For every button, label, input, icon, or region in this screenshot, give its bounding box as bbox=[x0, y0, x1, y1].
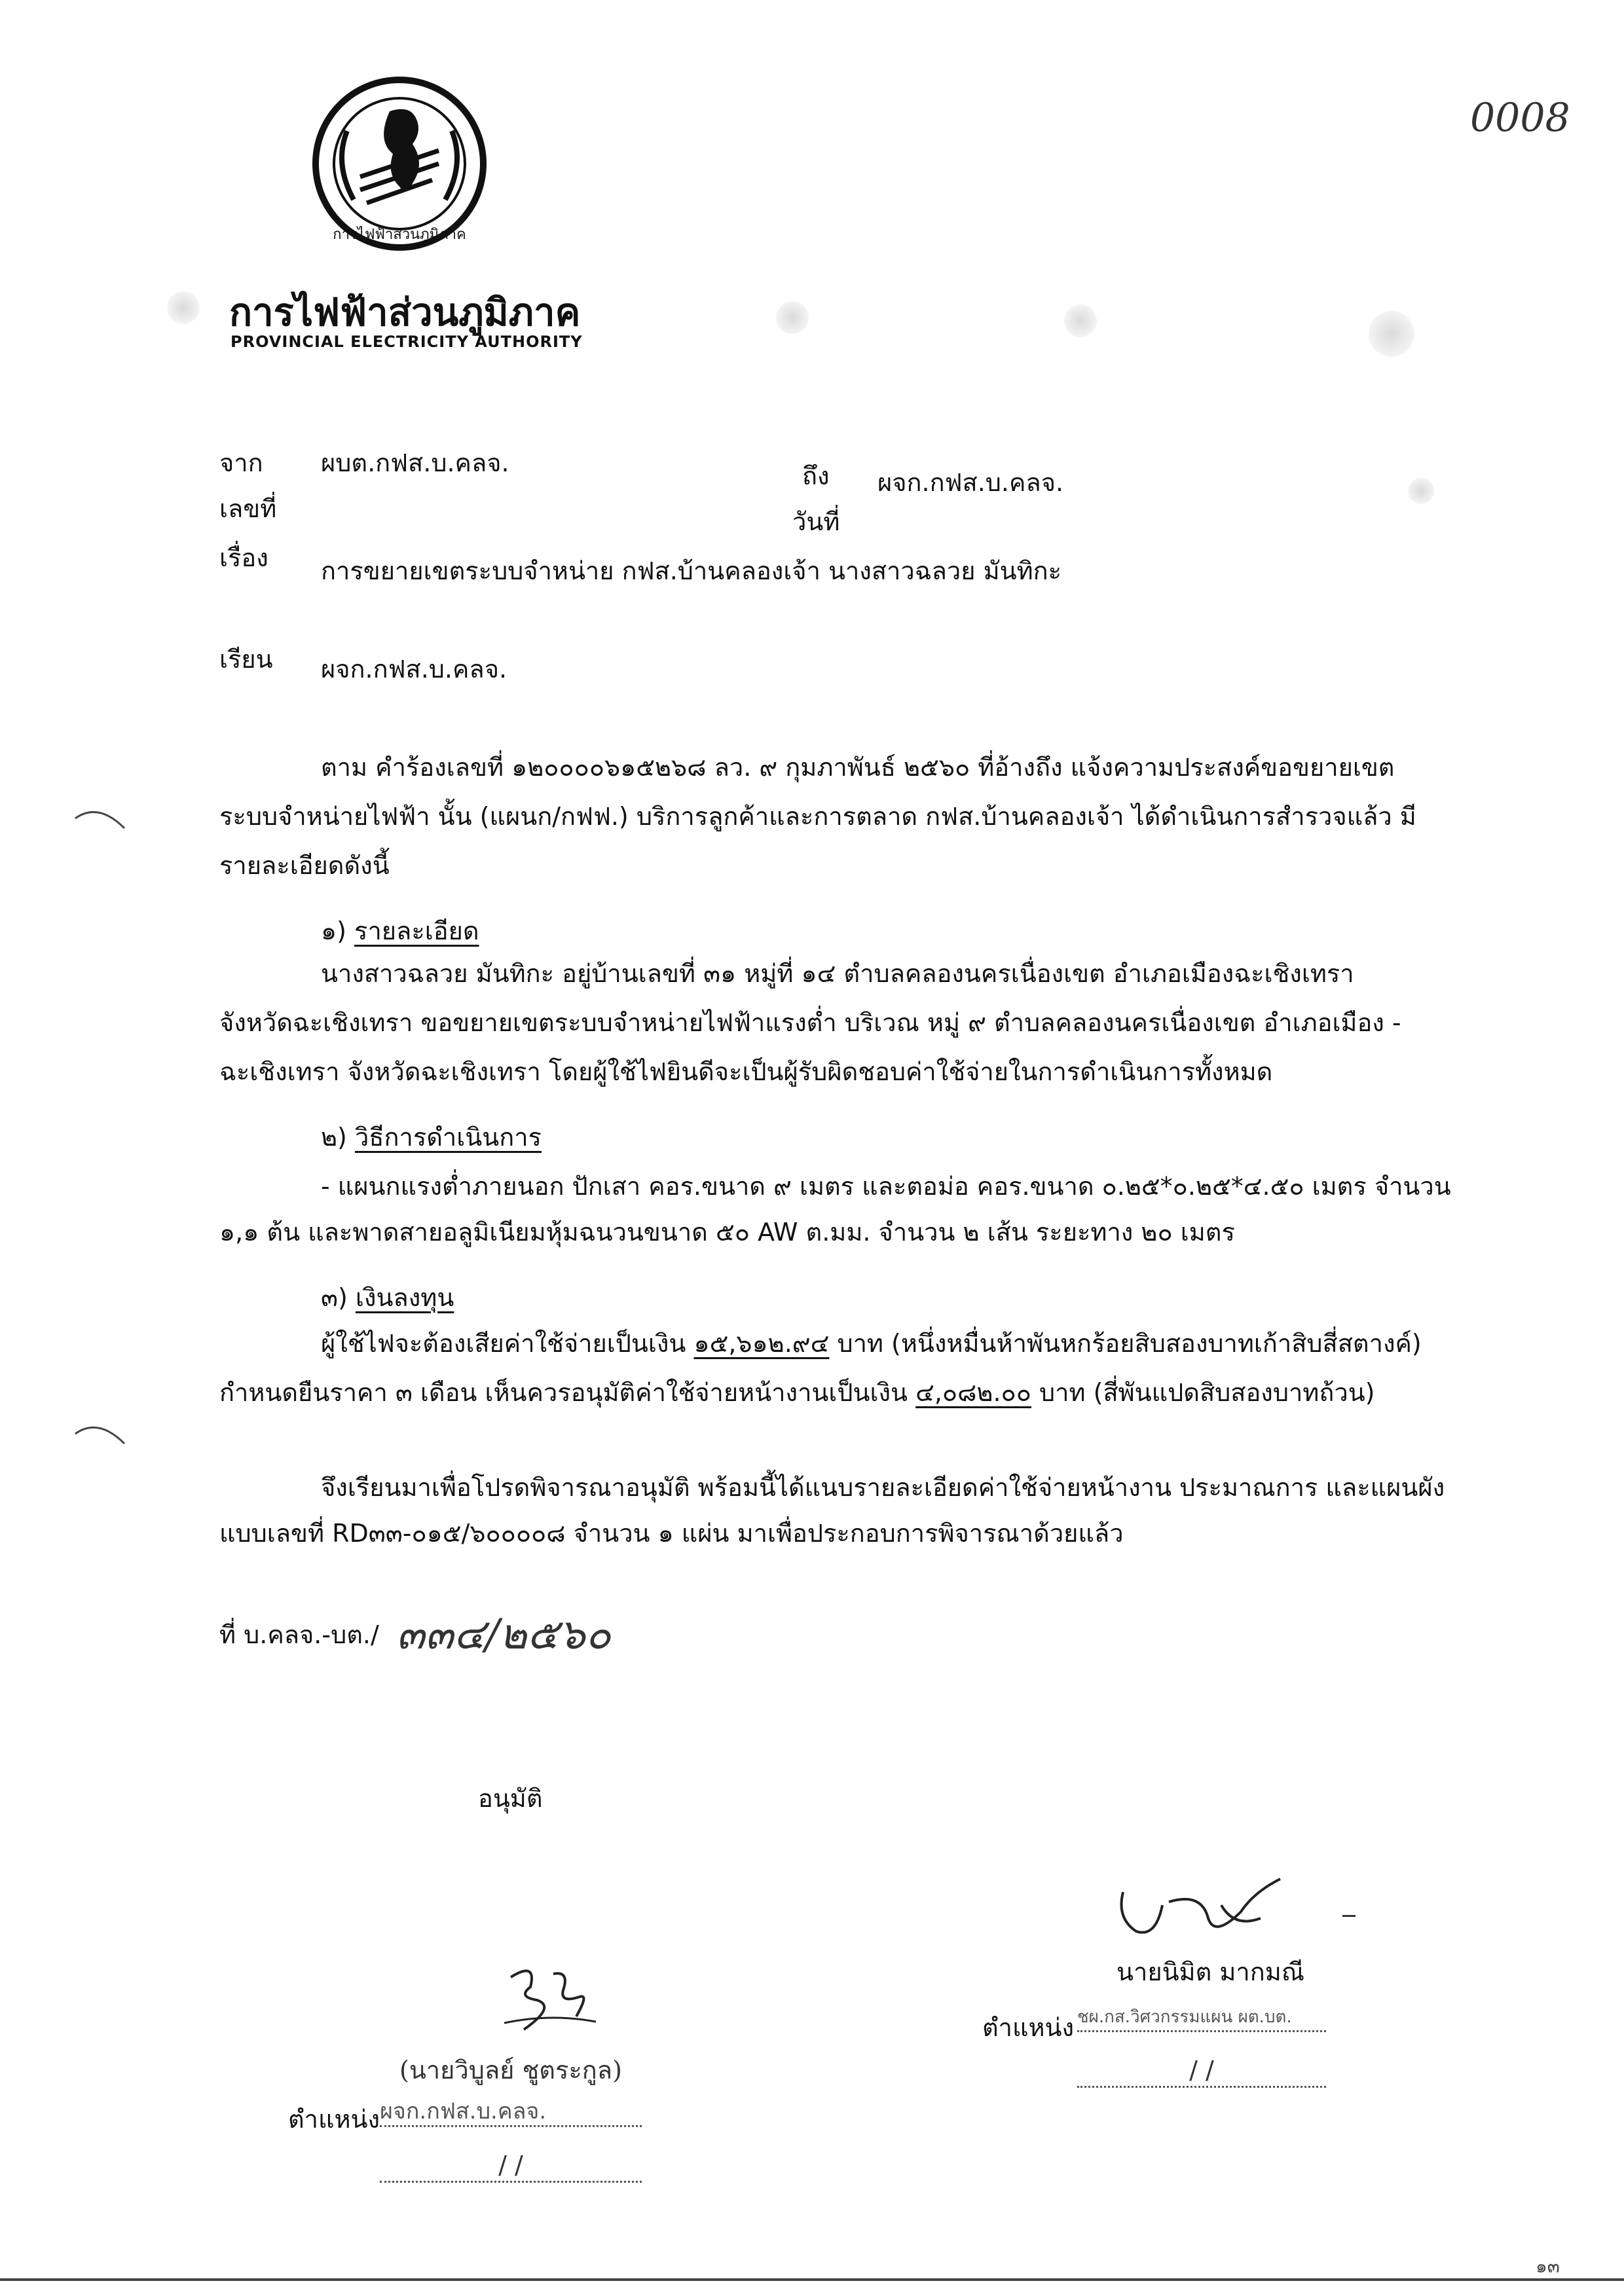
scan-speck bbox=[1064, 304, 1097, 337]
pea-logo bbox=[308, 72, 491, 259]
corner-code: 0008 bbox=[1470, 95, 1570, 141]
total-cost-amount: ๑๕,๖๑๒.๙๔ bbox=[693, 1329, 830, 1358]
logo-text: การไฟฟ้าส่วนภูมิภาค bbox=[333, 227, 466, 243]
field-cost-text: กำหนดยืนราคา ๓ เดือน เห็นควรอนุมัติค่าใช้จ่ายหน้างานเป็นเงิน bbox=[219, 1378, 916, 1407]
intro-line-3: รายละเอียดดังนี้ bbox=[219, 851, 390, 880]
from-value: ผบต.กฟส.บ.คลจ. bbox=[321, 448, 509, 477]
approver-signature bbox=[498, 1958, 602, 2043]
section-1-title: รายละเอียด bbox=[354, 917, 479, 945]
closing-line-2: แบบเลขที่ RD๓๓-๐๑๕/๖๐๐๐๐๘ จำนวน ๑ แผ่น มาเพื่อประกอบการพิจารณาด้วยแล้ว bbox=[219, 1519, 1124, 1548]
page-mark: ๑๓ bbox=[1536, 2255, 1560, 2277]
scan-speck bbox=[776, 301, 809, 334]
signer-signature bbox=[1110, 1866, 1306, 1944]
from-label: จาก bbox=[219, 448, 263, 477]
section-2-number: ๒) bbox=[321, 1123, 347, 1152]
scan-speck bbox=[1369, 311, 1414, 357]
section-2-title: วิธีการดำเนินการ bbox=[354, 1123, 542, 1152]
org-name-thai: การไฟฟ้าส่วนภูมิภาค bbox=[229, 290, 581, 335]
field-cost-words: บาท (สี่พันแปดสิบสองบาทถ้วน) bbox=[1031, 1378, 1375, 1407]
intro-line-2: ระบบจำหน่ายไฟฟ้า นั้น (แผนก/กฟฟ.) บริการลูกค้าและการตลาด กฟส.บ้านคลองเจ้า ได้ดำเนินการสำรวจแล้ว มี bbox=[219, 802, 1416, 831]
section-3-number: ๓) bbox=[321, 1283, 348, 1312]
to-label: ถึง bbox=[802, 462, 830, 490]
org-name-english: PROVINCIAL ELECTRICITY AUTHORITY bbox=[231, 333, 583, 351]
field-cost-amount: ๔,๐๘๒.๐๐ bbox=[915, 1378, 1031, 1407]
approver-name: (นายวิบูลย์ ชูตระกูล) bbox=[399, 2056, 622, 2085]
approver-position-label: ตำแหน่ง bbox=[288, 2105, 380, 2134]
section-3-title: เงินลงทุน bbox=[355, 1283, 454, 1312]
scan-speck bbox=[167, 291, 200, 324]
section-1-heading bbox=[321, 917, 479, 947]
section-2-line-2: ๑,๑ ต้น และพาดสายอลูมิเนียมหุ้มฉนวนขนาด ๕๐ AW ต.มม. จำนวน ๒ เส้น ระยะทาง ๒๐ เมตร bbox=[219, 1218, 1235, 1247]
salutation-value: ผจก.กฟส.บ.คลจ. bbox=[321, 655, 507, 683]
reference-label: ที่ บ.คลจ.-บต./ bbox=[219, 1620, 379, 1649]
intro-line-1: ตาม คำร้องเลขที่ ๑๒๐๐๐๐๖๑๕๒๖๘ ลว. ๙ กุมภาพันธ์ ๒๕๖๐ ที่อ้างถึง แจ้งความประสงค์ขอขยายเขต bbox=[321, 753, 1395, 782]
signer-mark bbox=[1342, 1915, 1356, 1917]
scan-speck bbox=[1408, 478, 1434, 504]
cost-words: บาท (หนึ่งหมื่นห้าพันหกร้อยสิบสองบาทเก้าสิบสี่สตางค์) bbox=[829, 1329, 1422, 1358]
approver-position-value: ผจก.กฟส.บ.คลจ. bbox=[380, 2098, 642, 2127]
closing-line-1: จึงเรียนมาเพื่อโปรดพิจารณาอนุมัติ พร้อมนี้ได้แนบรายละเอียดค่าใช้จ่ายหน้างาน ประมาณการ และแผนผัง bbox=[321, 1473, 1445, 1502]
signer-date-line: / / bbox=[1077, 2056, 1326, 2088]
date-label: วันที่ bbox=[792, 507, 840, 536]
number-label: เลขที่ bbox=[219, 494, 277, 523]
subject-label: เรื่อง bbox=[219, 543, 268, 572]
section-1-line-3: ฉะเชิงเทรา จังหวัดฉะเชิงเทรา โดยผู้ใช้ไฟยินดีจะเป็นผู้รับผิดชอบค่าใช้จ่ายในการดำเนินการทั้งหมด bbox=[219, 1057, 1273, 1086]
section-1-number: ๑) bbox=[321, 917, 346, 945]
reference-handwritten: ๓๓๔/๒๕๖๐ bbox=[396, 1611, 611, 1659]
signer-position-value: ชผ.กส.วิศวกรรมแผน ผต.บต. bbox=[1077, 2003, 1326, 2032]
section-2-heading bbox=[321, 1123, 542, 1153]
signer-position-label: ตำแหน่ง bbox=[982, 2013, 1075, 2042]
section-1-line-1: นางสาวฉลวย มันทิกะ อยู่บ้านเลขที่ ๓๑ หมู่ที่ ๑๔ ตำบลคลองนครเนื่องเขต อำเภอเมืองฉะเชิงเทรา bbox=[321, 959, 1354, 988]
approval-label: อนุมัติ bbox=[478, 1784, 543, 1813]
section-2-line-1: - แผนกแรงต่ำภายนอก ปักเสา คอร.ขนาด ๙ เมตร และตอม่อ คอร.ขนาด ๐.๒๕*๐.๒๕*๔.๕๐ เมตร จำนวน bbox=[321, 1172, 1451, 1201]
signer-name: นายนิมิต มากมณี bbox=[1116, 1958, 1305, 1986]
section-3-heading bbox=[321, 1283, 454, 1313]
section-1-line-2: จังหวัดฉะเชิงเทรา ขอขยายเขตระบบจำหน่ายไฟฟ้าแรงต่ำ บริเวณ หมู่ ๙ ตำบลคลองนครเนื่องเขต อำเภอเมือง - bbox=[219, 1008, 1401, 1037]
punch-mark bbox=[72, 802, 131, 841]
salutation-label: เรียน bbox=[219, 645, 273, 674]
scan-bottom-edge bbox=[0, 2278, 1624, 2281]
to-value: ผจก.กฟส.บ.คลจ. bbox=[877, 468, 1064, 497]
punch-mark bbox=[72, 1417, 131, 1457]
cost-text: ผู้ใช้ไฟจะต้องเสียค่าใช้จ่ายเป็นเงิน bbox=[321, 1329, 694, 1358]
approver-date-line: / / bbox=[380, 2151, 642, 2183]
section-3-line-2 bbox=[219, 1378, 1375, 1408]
subject-value: การขยายเขตระบบจำหน่าย กฟส.บ้านคลองเจ้า นางสาวฉลวย มันทิกะ bbox=[321, 556, 1062, 585]
section-3-line-1 bbox=[321, 1329, 1422, 1359]
